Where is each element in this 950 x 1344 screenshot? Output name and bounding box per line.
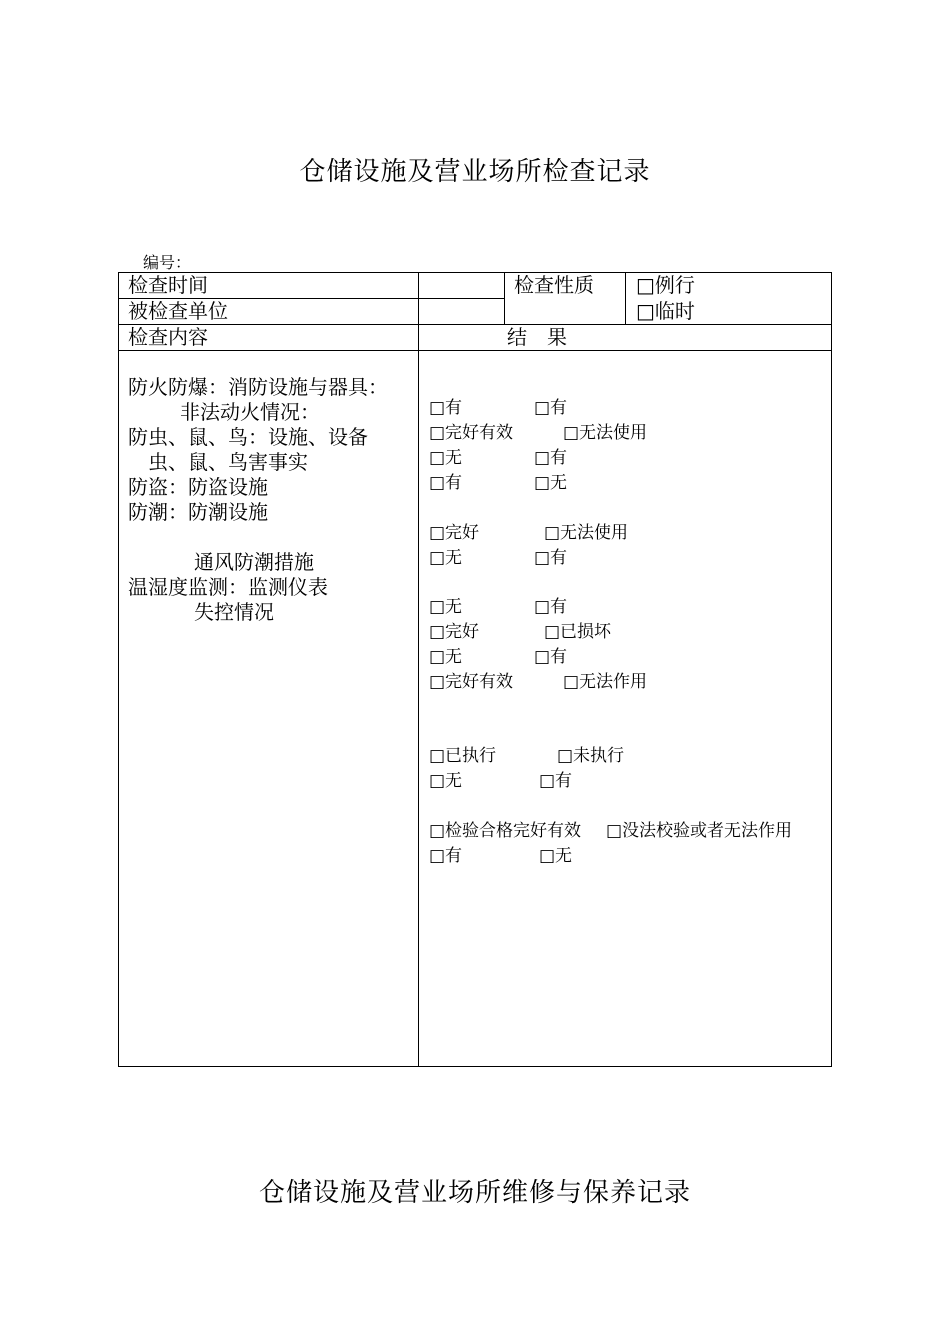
- content-line: 温湿度监测：监测仪表: [128, 575, 328, 599]
- result-row: [429, 472, 567, 494]
- result-option-checkbox[interactable]: □完好: [429, 622, 480, 642]
- result-row: [429, 671, 647, 693]
- result-option-checkbox[interactable]: □有: [539, 771, 573, 791]
- result-option-checkbox[interactable]: □未执行: [557, 746, 625, 766]
- result-option-checkbox[interactable]: □有: [534, 398, 568, 418]
- table-border-left: [118, 272, 119, 1067]
- content-line: 防虫、鼠、鸟：设施、设备: [128, 425, 368, 449]
- result-row: [429, 522, 628, 544]
- content-line: 防盗：防盗设施: [128, 475, 268, 499]
- page-title: 仓储设施及营业场所检查记录: [299, 157, 651, 187]
- result-option-checkbox[interactable]: □没法校验或者无法作用: [606, 821, 793, 841]
- result-option-checkbox[interactable]: □有: [534, 597, 568, 617]
- table-border-right: [831, 272, 832, 1067]
- result-option-checkbox[interactable]: □无: [534, 473, 568, 493]
- result-option-checkbox[interactable]: □无: [539, 846, 573, 866]
- content-line: 防火防爆：消防设施与器具：: [128, 375, 388, 399]
- result-row: [429, 770, 572, 792]
- result-option-checkbox[interactable]: □有: [429, 398, 463, 418]
- result-option-checkbox[interactable]: □无: [429, 647, 463, 667]
- inspected-unit-label: 被检查单位: [128, 299, 228, 323]
- result-row: [429, 397, 567, 419]
- result-option-checkbox[interactable]: □无: [429, 448, 463, 468]
- content-line: 虫、鼠、鸟害事实: [128, 450, 308, 474]
- result-option-checkbox[interactable]: □有: [429, 846, 463, 866]
- table-divider-col2: [504, 272, 505, 324]
- result-row: [429, 447, 567, 469]
- result-option-checkbox[interactable]: □无法使用: [563, 423, 648, 443]
- result-option-checkbox[interactable]: □无: [429, 548, 463, 568]
- content-line: 非法动火情况：: [140, 400, 320, 424]
- result-option-checkbox[interactable]: □检验合格完好有效: [429, 821, 582, 841]
- result-row: [429, 745, 624, 767]
- result-option-checkbox[interactable]: □完好有效: [429, 672, 514, 692]
- inspection-time-label: 检查时间: [128, 273, 208, 297]
- result-row: [429, 820, 792, 842]
- result-row: [429, 422, 647, 444]
- result-option-checkbox[interactable]: □完好: [429, 523, 480, 543]
- result-row: [429, 646, 567, 668]
- serial-number-label: 编号：: [143, 253, 192, 272]
- inspection-nature-label: 检查性质: [514, 273, 594, 297]
- table-divider-col3: [625, 272, 626, 324]
- nature-temporary-checkbox[interactable]: □临时: [636, 299, 695, 323]
- table-border-top: [118, 272, 832, 273]
- result-row: [429, 845, 572, 867]
- result-row: [429, 621, 611, 643]
- result-option-checkbox[interactable]: □无法使用: [544, 523, 629, 543]
- result-option-checkbox[interactable]: □无法作用: [563, 672, 648, 692]
- table-divider-col1: [418, 272, 419, 1067]
- result-option-checkbox[interactable]: □无: [429, 597, 463, 617]
- result-option-checkbox[interactable]: □有: [534, 448, 568, 468]
- section-title: 仓储设施及营业场所维修与保养记录: [258, 1178, 691, 1208]
- result-option-checkbox[interactable]: □已损坏: [544, 622, 612, 642]
- result-option-checkbox[interactable]: □有: [429, 473, 463, 493]
- table-border-bottom: [118, 1066, 832, 1067]
- result-row: [429, 547, 567, 569]
- table-divider-header: [118, 350, 832, 351]
- result-option-checkbox[interactable]: □有: [534, 647, 568, 667]
- result-header: 结 果: [507, 325, 567, 349]
- result-option-checkbox[interactable]: □已执行: [429, 746, 497, 766]
- result-option-checkbox[interactable]: □完好有效: [429, 423, 514, 443]
- result-row: [429, 596, 567, 618]
- nature-routine-checkbox[interactable]: □例行: [636, 273, 695, 297]
- content-line: 通风防潮措施: [134, 550, 314, 574]
- content-line: 防潮：防潮设施: [128, 500, 268, 524]
- result-option-checkbox[interactable]: □有: [534, 548, 568, 568]
- table-divider-row2: [118, 324, 832, 325]
- content-line: 失控情况: [134, 600, 274, 624]
- content-header: 检查内容: [128, 325, 208, 349]
- result-option-checkbox[interactable]: □无: [429, 771, 463, 791]
